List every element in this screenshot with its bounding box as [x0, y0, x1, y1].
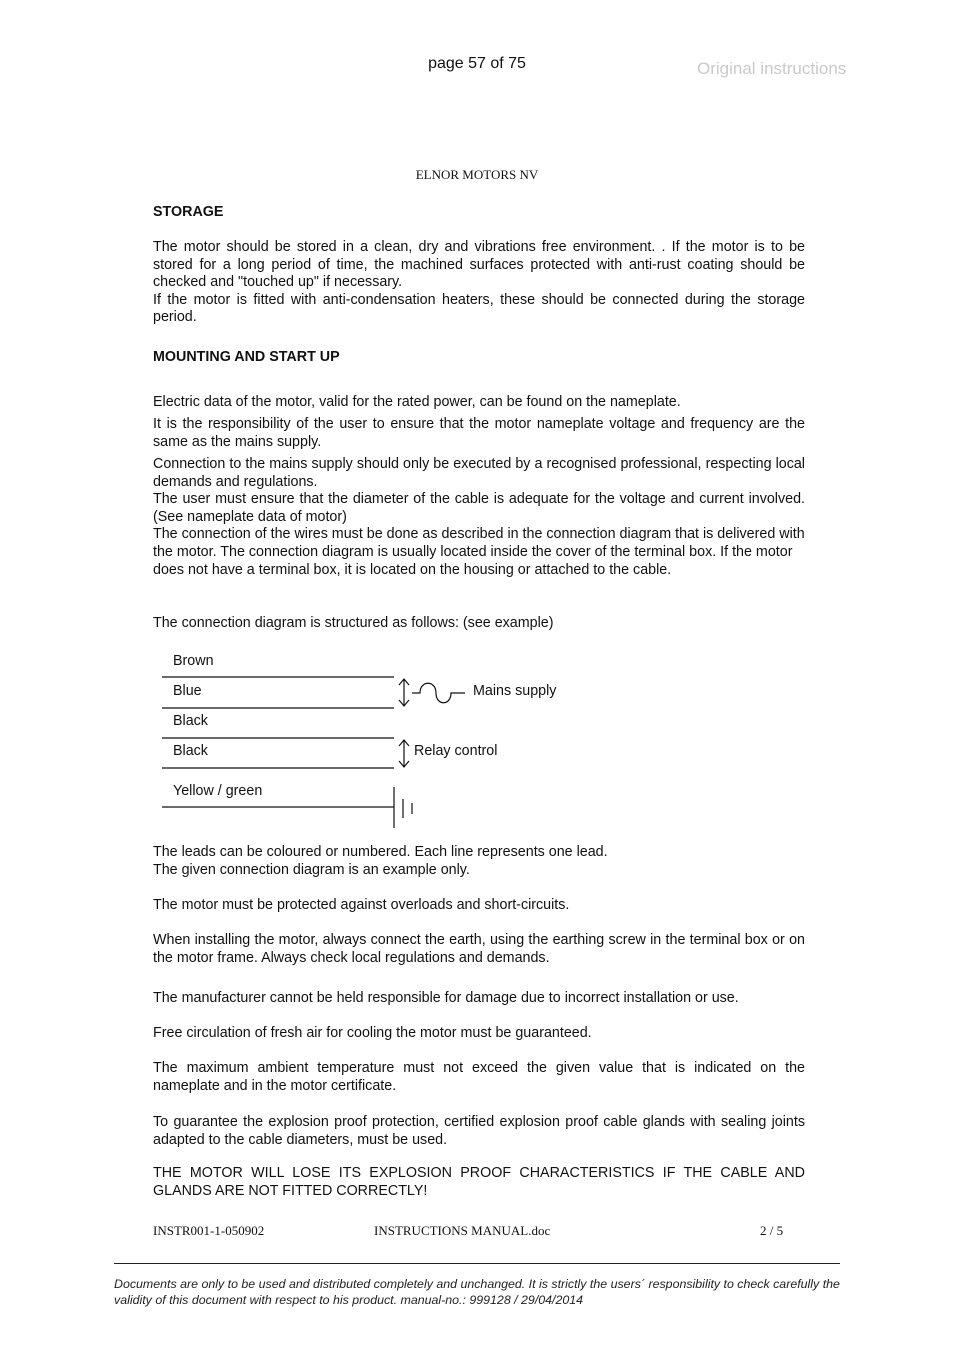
after-p9: THE MOTOR WILL LOSE ITS EXPLOSION PROOF CHARACTERISTICS IF THE CABLE AND GLANDS ARE NOT FITTED CORRECTLY! [153, 1165, 805, 1199]
storage-para-2: If the motor is fitted with anti-condensation heaters, these should be connected during the storage period. [153, 291, 805, 326]
company-name: ELNOR MOTORS NV [415, 167, 539, 182]
relay-double-arrow-icon [399, 740, 409, 767]
disclaimer-text: Documents are only to be used and distributed completely and unchanged. It is strictly the users´ responsibility to check carefully the validity of this document with respect to his product. manual-no.: 999128 / 29/04/2014 [114, 1277, 840, 1307]
after-p8: To guarantee the explosion proof protection, certified explosion proof cable glands with sealing joints adapted to the cable diameters, must be used. [153, 1114, 805, 1148]
after-p6: Free circulation of fresh air for cooling the motor must be guaranteed. [153, 1025, 592, 1041]
relay-control-label: Relay control [414, 743, 498, 759]
doc-file: INSTRUCTIONS MANUAL.doc [374, 1223, 551, 1238]
after-p3: The motor must be protected against overloads and short-circuits. [153, 897, 570, 913]
ac-sine-icon [412, 683, 465, 703]
after-p2: The given connection diagram is an example only. [153, 861, 470, 878]
liability-note [153, 990, 805, 1008]
page-number: page 57 of 75 [428, 55, 526, 72]
doc-pages: 2 / 5 [760, 1223, 784, 1238]
mains-double-arrow-icon [399, 679, 409, 706]
protection-note [153, 897, 805, 915]
warning-note [153, 1165, 805, 1200]
mounting-p1: Electric data of the motor, valid for the rated power, can be found on the nameplate. [153, 394, 681, 410]
temperature-note [153, 1060, 805, 1095]
after-p7: The maximum ambient temperature must not exceed the given value that is indicated on the nameplate and in the motor certificate. [153, 1060, 805, 1094]
mounting-p4: The user must ensure that the diameter of the cable is adequate for the voltage and current involved. (See nameplate data of motor) [153, 491, 805, 525]
mounting-p5: The connection of the wires must be done as described in the connection diagram that is delivered with the motor. The connection diagram is usually located inside the cover of the terminal box. If the motor does not have a terminal box, it is located on the housing or attached to the cable. [153, 526, 805, 578]
glands-note [153, 1114, 805, 1149]
lead-label-yellow-green: Yellow / green [173, 783, 263, 799]
lead-label-blue: Blue [173, 683, 202, 699]
air-note [153, 1025, 805, 1043]
earth-ground-icon [394, 787, 412, 828]
mounting-p2: It is the responsibility of the user to ensure that the motor nameplate voltage and frequency are the same as the mains supply. [153, 416, 805, 450]
lead-label-black-2: Black [173, 743, 208, 759]
doc-code: INSTR001-1-050902 [153, 1223, 265, 1238]
after-p1: The leads can be coloured or numbered. Each line represents one lead. [153, 844, 608, 860]
lead-label-black-1: Black [173, 713, 208, 729]
mounting-p6: The connection diagram is structured as follows: (see example) [153, 615, 554, 631]
storage-heading: STORAGE [153, 204, 224, 220]
mounting-p3: Connection to the mains supply should only be executed by a recognised professional, respecting local demands and regulations. [153, 456, 805, 490]
footer-divider [114, 1263, 840, 1264]
after-p5: The manufacturer cannot be held responsible for damage due to incorrect installation or use. [153, 990, 739, 1006]
storage-para-1: The motor should be stored in a clean, dry and vibrations free environment. . If the motor is to be stored for a long period of time, the machined surfaces protected with anti-rust coating should be checked and "touched up" if necessary. [153, 239, 805, 291]
earth-note [153, 932, 805, 967]
mounting-heading: MOUNTING AND START UP [153, 349, 340, 365]
leads-note [153, 844, 805, 879]
lead-label-brown: Brown [173, 653, 214, 669]
after-p4: When installing the motor, always connect the earth, using the earthing screw in the terminal box or on the motor frame. Always check local regulations and demands. [153, 932, 805, 966]
mains-supply-label: Mains supply [473, 683, 557, 699]
original-instructions-watermark: Original instructions [697, 59, 847, 78]
